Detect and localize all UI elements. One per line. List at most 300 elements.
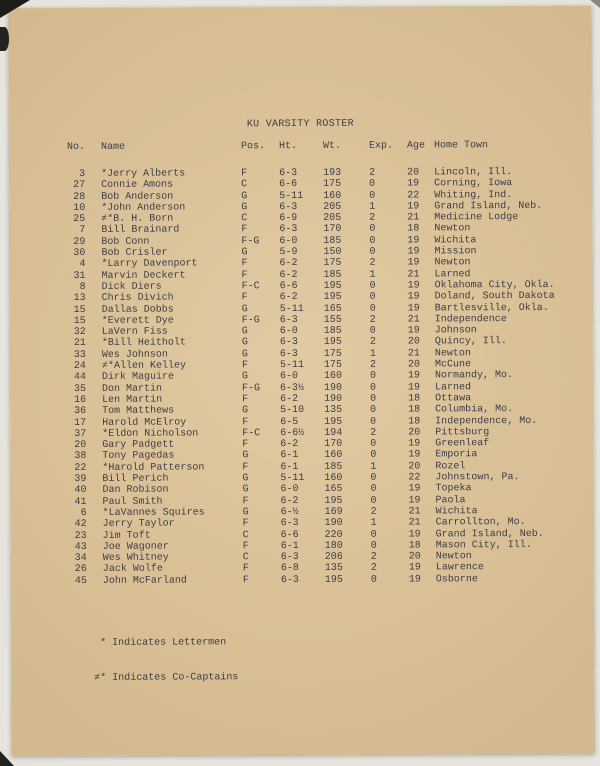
- roster-cell: G: [241, 303, 248, 315]
- roster-cell: Bartlesville, Okla.: [434, 302, 549, 314]
- roster-cell: 34: [74, 553, 87, 565]
- roster-cell: Paola: [435, 494, 466, 507]
- roster-cell: 195: [323, 292, 342, 304]
- roster-cell: 2: [369, 314, 376, 326]
- roster-cell: Lincoln, Ill.: [434, 167, 513, 179]
- roster-cell: 0: [369, 235, 376, 247]
- roster-cell: F-G: [241, 235, 260, 248]
- roster-cell: 195: [323, 337, 342, 349]
- roster-cell: C: [242, 529, 249, 541]
- roster-cell: Carrollton, Mo.: [435, 517, 526, 529]
- roster-cell: Bill Perich: [102, 473, 169, 485]
- roster-cell: Grand Island, Neb.: [434, 200, 543, 213]
- roster-cell: Newton: [434, 223, 471, 235]
- roster-cell: 24: [73, 360, 86, 373]
- roster-cell: 5-11: [279, 190, 304, 202]
- roster-cell: Bill Brainard: [101, 225, 180, 237]
- roster-cell: Dan Robison: [102, 484, 169, 497]
- roster-cell: 6-0: [279, 371, 299, 383]
- roster-cell: 5-10: [280, 405, 305, 417]
- roster-cell: F: [242, 461, 249, 473]
- roster-cell: Ottawa: [435, 393, 472, 405]
- roster-cell: 150: [323, 246, 342, 258]
- roster-cell: 6: [80, 507, 87, 519]
- roster-cell: 0: [370, 529, 377, 541]
- roster-cell: 1: [369, 348, 376, 360]
- roster-cell: 180: [324, 540, 343, 552]
- roster-cell: 0: [370, 495, 377, 507]
- roster-cell: McCune: [434, 359, 471, 371]
- roster-cell: 36: [74, 406, 87, 418]
- roster-cell: 8: [79, 281, 86, 293]
- roster-cell: Bob Conn: [101, 236, 150, 248]
- roster-cell: 220: [324, 529, 343, 541]
- roster-cell: F: [242, 416, 249, 428]
- roster-cell: 19: [407, 246, 420, 258]
- roster-cell: 160: [323, 190, 342, 202]
- roster-cell: Rozel: [435, 461, 466, 473]
- roster-cell: Johnstown, Pa.: [435, 472, 520, 484]
- roster-cell: G: [242, 484, 249, 496]
- roster-cell: Larned: [435, 381, 472, 394]
- roster-cell: Newton: [434, 348, 471, 360]
- roster-cell: 22: [74, 462, 87, 474]
- roster-cell: 2: [370, 551, 377, 563]
- roster-cell: 0: [369, 291, 376, 303]
- roster-cell: F-C: [242, 428, 261, 440]
- roster-cell: 41: [74, 496, 87, 508]
- roster-cell: ≠*B. H. Born: [101, 213, 174, 226]
- roster-cell: 21: [407, 348, 420, 360]
- roster-cell: 6-2: [279, 292, 298, 304]
- roster-cell: Newton: [435, 551, 472, 563]
- roster-cell: 0: [369, 280, 376, 292]
- roster-cell: 19: [408, 528, 421, 541]
- roster-cell: 0: [369, 303, 376, 315]
- roster-cell: 18: [408, 404, 421, 416]
- roster-cell: Doland, South Dakota: [434, 291, 555, 303]
- roster-cell: 6-9: [279, 213, 298, 225]
- roster-cell: Dirk Maguire: [101, 371, 175, 384]
- roster-cell: 6-3: [279, 168, 298, 180]
- roster-table: [63, 140, 571, 587]
- column-header: Wt.: [322, 140, 342, 152]
- roster-cell: Jim Toft: [102, 530, 151, 542]
- roster-cell: Grand Island, Neb.: [435, 528, 544, 540]
- roster-cell: *Eldon Nicholson: [102, 428, 199, 440]
- roster-cell: 27: [73, 180, 86, 192]
- roster-cell: 19: [407, 178, 420, 190]
- roster-cell: 19: [407, 303, 420, 315]
- roster-cell: 1: [370, 461, 377, 473]
- roster-cell: Independence: [434, 313, 507, 326]
- roster-cell: 0: [369, 246, 376, 258]
- roster-cell: 0: [369, 371, 377, 383]
- roster-cell: 5-11: [279, 360, 304, 372]
- roster-cell: 21: [407, 212, 420, 224]
- roster-cell: 194: [324, 427, 343, 439]
- roster-cell: 23: [74, 530, 87, 542]
- roster-cell: 19: [407, 325, 420, 337]
- roster-cell: C: [241, 213, 248, 225]
- roster-cell: F: [242, 495, 249, 507]
- roster-cell: 20: [74, 440, 87, 452]
- roster-cell: 22: [408, 472, 421, 484]
- roster-cell: Columbia, Mo.: [435, 404, 514, 416]
- roster-cell: Connie Amons: [101, 179, 174, 192]
- roster-cell: 19: [407, 235, 420, 247]
- roster-cell: Whiting, Ind.: [434, 189, 513, 202]
- roster-cell: 19: [407, 291, 420, 303]
- roster-cell: Jerry Taylor: [102, 518, 175, 531]
- roster-cell: 175: [323, 359, 342, 371]
- roster-cell: 0: [370, 483, 377, 496]
- roster-cell: 6-3: [280, 552, 299, 564]
- roster-cell: Wichita: [435, 506, 478, 518]
- roster-cell: 0: [370, 393, 377, 405]
- roster-cell: 165: [324, 484, 343, 496]
- roster-cell: 6-0: [280, 484, 299, 496]
- roster-cell: F: [241, 292, 248, 304]
- roster-cell: Len Martin: [102, 394, 163, 406]
- column-header: Exp.: [368, 140, 394, 152]
- roster-cell: 6-6: [279, 280, 298, 293]
- roster-cell: Oklahoma City, Okla.: [434, 279, 555, 292]
- roster-cell: 2: [369, 359, 376, 371]
- roster-cell: 0: [370, 472, 377, 484]
- roster-cell: 6-½: [280, 506, 299, 518]
- roster-cell: Wes Johnson: [101, 349, 168, 361]
- roster-cell: Medicine Lodge: [434, 212, 519, 224]
- roster-cell: 6-3: [280, 518, 299, 530]
- roster-cell: 6-2: [280, 495, 299, 507]
- roster-cell: 19: [408, 562, 421, 574]
- roster-cell: 19: [408, 382, 421, 394]
- roster-cell: 29: [73, 236, 86, 248]
- roster-cell: Pittsburg: [435, 427, 490, 439]
- roster-cell: 195: [324, 495, 343, 507]
- roster-cell: 2: [369, 337, 376, 349]
- footnote-lettermen: * Indicates Lettermen: [94, 637, 227, 649]
- roster-cell: 175: [323, 179, 342, 191]
- roster-cell: 39: [74, 473, 87, 486]
- column-header: Ht.: [278, 141, 298, 153]
- roster-cell: 160: [323, 371, 343, 383]
- roster-cell: Osborne: [435, 573, 478, 586]
- roster-cell: 20: [408, 461, 421, 473]
- roster-cell: Mason City, Ill.: [435, 539, 532, 552]
- roster-cell: 16: [74, 394, 87, 406]
- roster-cell: 5-11: [280, 473, 305, 485]
- roster-cell: 10: [73, 202, 86, 214]
- roster-cell: 3: [79, 168, 86, 180]
- roster-cell: 6-6½: [280, 427, 305, 439]
- roster-cell: 18: [408, 540, 421, 552]
- roster-cell: 20: [407, 359, 420, 371]
- roster-cell: 35: [73, 383, 87, 395]
- roster-cell: F: [242, 518, 249, 530]
- roster-cell: 15: [73, 315, 86, 327]
- roster-cell: 190: [324, 382, 343, 394]
- roster-cell: F-G: [242, 382, 261, 394]
- roster-cell: 21: [73, 338, 86, 350]
- roster-cell: 19: [407, 257, 420, 269]
- roster-cell: Larned: [434, 268, 471, 281]
- roster-cell: 160: [324, 450, 343, 462]
- roster-cell: 6-3: [280, 574, 299, 586]
- roster-cell: Newton: [434, 257, 471, 269]
- column-header: Pos.: [240, 141, 266, 153]
- roster-cell: 37: [74, 428, 87, 440]
- roster-cell: 5-9: [279, 247, 298, 259]
- roster-cell: 6-2: [280, 439, 299, 451]
- roster-cell: G: [241, 348, 248, 361]
- roster-cell: 0: [370, 416, 377, 428]
- roster-cell: 6-5: [280, 416, 299, 428]
- roster-cell: F: [241, 258, 248, 270]
- roster-cell: 0: [370, 450, 377, 462]
- roster-cell: 45: [74, 575, 87, 587]
- roster-cell: *Jerry Alberts: [101, 168, 186, 180]
- roster-cell: F: [241, 269, 248, 281]
- roster-cell: 0: [370, 540, 377, 552]
- roster-cell: 0: [369, 224, 376, 236]
- roster-cell: 31: [73, 270, 86, 282]
- roster-cell: 33: [73, 349, 86, 361]
- scan-corner-artifact-top-right: [590, 0, 600, 8]
- roster-cell: F: [242, 563, 249, 575]
- roster-cell: 2: [369, 258, 376, 270]
- roster-cell: 165: [323, 303, 342, 315]
- roster-cell: 0: [370, 574, 377, 586]
- roster-cell: Independence, Mo.: [435, 415, 538, 427]
- roster-cell: *John Anderson: [101, 202, 186, 214]
- roster-cell: 18: [408, 393, 421, 405]
- roster-cell: 2: [370, 563, 377, 575]
- roster-cell: 25: [73, 214, 86, 226]
- roster-cell: G: [241, 247, 248, 259]
- roster-cell: 0: [369, 178, 376, 190]
- roster-cell: 19: [407, 201, 420, 213]
- roster-cell: G: [241, 202, 248, 214]
- roster-cell: 21: [407, 314, 420, 326]
- roster-cell: 195: [324, 574, 343, 586]
- roster-cell: 193: [323, 167, 342, 179]
- roster-cell: 1: [369, 201, 376, 213]
- roster-cell: Dallas Dobbs: [101, 304, 174, 316]
- roster-cell: 21: [408, 517, 421, 529]
- roster-cell: G: [241, 337, 248, 349]
- roster-cell: 1: [370, 517, 377, 529]
- roster-cell: 2: [369, 167, 376, 179]
- roster-cell: 135: [324, 405, 343, 417]
- roster-cell: 185: [323, 325, 342, 338]
- roster-cell: Chris Divich: [101, 292, 174, 305]
- roster-cell: John McFarland: [102, 575, 187, 587]
- roster-cell: Wichita: [434, 235, 477, 247]
- roster-cell: 0: [369, 190, 376, 202]
- roster-cell: 160: [324, 472, 343, 484]
- roster-cell: F-C: [241, 281, 260, 293]
- roster-cell: *LaVannes Squires: [102, 507, 205, 519]
- roster-cell: F: [242, 439, 249, 451]
- roster-cell: 38: [74, 451, 87, 463]
- roster-cell: 0: [370, 382, 377, 394]
- roster-cell: 40: [74, 485, 87, 497]
- roster-cell: Topeka: [435, 483, 472, 495]
- roster-row: [65, 574, 571, 588]
- roster-cell: 30: [73, 248, 86, 260]
- roster-cell: 175: [323, 348, 342, 360]
- roster-cell: 42: [74, 519, 87, 531]
- roster-cell: 26: [74, 564, 87, 576]
- roster-cell: 19: [408, 495, 421, 507]
- roster-cell: 44: [73, 372, 87, 384]
- roster-cell: G: [242, 473, 249, 485]
- roster-cell: C: [241, 179, 248, 191]
- roster-cell: 18: [407, 223, 420, 236]
- roster-cell: Tony Pagedas: [102, 450, 175, 463]
- roster-cell: G: [242, 507, 249, 519]
- roster-cell: 21: [407, 269, 420, 281]
- roster-cell: 205: [323, 213, 342, 225]
- roster-cell: 6-1: [280, 450, 299, 462]
- roster-cell: 20: [408, 427, 421, 439]
- roster-cell: 195: [323, 280, 342, 292]
- roster-cell: 155: [323, 314, 342, 326]
- roster-cell: Paul Smith: [102, 496, 163, 508]
- roster-cell: 195: [324, 416, 343, 428]
- roster-cell: 7: [79, 225, 86, 237]
- roster-cell: Don Martin: [102, 383, 163, 395]
- roster-cell: Dick Diers: [101, 281, 162, 293]
- roster-cell: 6-1: [280, 540, 299, 552]
- roster-header-row: [63, 140, 569, 169]
- roster-cell: *Larry Davenport: [101, 258, 198, 271]
- roster-cell: G: [241, 371, 249, 383]
- roster-cell: 22: [407, 190, 420, 202]
- roster-cell: 6-6: [280, 529, 299, 541]
- roster-cell: 17: [74, 417, 87, 429]
- roster-cell: 2: [369, 212, 376, 224]
- roster-cell: 2: [370, 427, 377, 439]
- roster-cell: Bob Anderson: [101, 191, 174, 203]
- roster-cell: 185: [323, 269, 342, 281]
- roster-cell: F: [241, 360, 248, 372]
- roster-table-head: [63, 140, 569, 169]
- roster-cell: 1: [369, 269, 376, 281]
- roster-cell: Wes Whitney: [102, 552, 169, 564]
- roster-cell: Lawrence: [435, 562, 484, 574]
- roster-cell: 170: [323, 224, 342, 236]
- roster-cell: *Bill Heitholt: [101, 337, 186, 350]
- roster-cell: ≠*Allen Kelley: [101, 360, 186, 372]
- roster-cell: Jack Wolfe: [102, 563, 163, 576]
- roster-cell: 18: [408, 416, 421, 428]
- roster-cell: 0: [369, 325, 376, 337]
- roster-cell: C: [242, 552, 249, 564]
- roster-cell: 6-2: [279, 269, 298, 281]
- roster-cell: G: [242, 450, 249, 462]
- roster-cell: G: [241, 190, 248, 202]
- roster-cell: 0: [370, 404, 377, 416]
- roster-cell: 6-2: [280, 393, 299, 406]
- column-header: Name: [100, 141, 126, 153]
- roster-page: [8, 6, 594, 757]
- roster-cell: G: [242, 405, 249, 417]
- roster-cell: 28: [73, 191, 86, 203]
- roster-cell: Johnson: [434, 325, 477, 337]
- page-title: KU VARSITY ROSTER: [246, 118, 354, 131]
- roster-cell: 19: [408, 438, 421, 450]
- roster-cell: 6-3½: [280, 382, 305, 394]
- roster-cell: 19: [408, 483, 421, 495]
- roster-cell: 175: [323, 258, 342, 270]
- roster-cell: Joe Wagoner: [102, 541, 169, 553]
- roster-cell: Corning, Iowa: [434, 178, 513, 190]
- roster-cell: Bob Crisler: [101, 247, 168, 259]
- roster-cell: 19: [407, 280, 420, 292]
- roster-cell: 205: [323, 201, 342, 213]
- roster-cell: 19: [408, 574, 421, 586]
- roster-cell: LaVern Fiss: [101, 326, 168, 339]
- roster-cell: 0: [370, 438, 377, 450]
- roster-cell: 15: [73, 304, 86, 316]
- roster-cell: Harold McElroy: [102, 417, 187, 429]
- roster-cell: Gary Padgett: [102, 439, 175, 451]
- roster-cell: 6-3: [279, 201, 298, 213]
- roster-cell: 21: [408, 506, 421, 518]
- roster-cell: 6-3: [279, 348, 298, 360]
- roster-cell: 20: [407, 167, 420, 179]
- roster-cell: 6-0: [279, 326, 298, 338]
- column-header: Home Town: [433, 140, 489, 152]
- footnotes: [94, 614, 238, 707]
- roster-cell: F: [241, 168, 248, 180]
- roster-cell: F: [242, 541, 249, 553]
- roster-cell: 6-3: [279, 337, 298, 349]
- roster-cell: *Harold Patterson: [102, 462, 205, 474]
- roster-cell: F-G: [241, 315, 260, 327]
- column-header: Age: [406, 140, 426, 152]
- roster-cell: 190: [324, 393, 343, 405]
- roster-cell: G: [241, 326, 248, 338]
- roster-cell: 190: [324, 518, 343, 530]
- roster-cell: 6-6: [279, 179, 298, 191]
- roster-cell: Marvin Deckert: [101, 270, 186, 282]
- scan-edge-artifact-left: [0, 27, 9, 51]
- roster-cell: 169: [324, 506, 343, 518]
- roster-cell: 19: [407, 370, 421, 382]
- roster-cell: 6-8: [280, 563, 299, 575]
- roster-cell: 185: [323, 235, 342, 247]
- roster-cell: 6-1: [280, 461, 299, 473]
- roster-cell: 43: [74, 541, 87, 553]
- roster-cell: 6-3: [279, 314, 298, 326]
- roster-cell: Quincy, Ill.: [434, 336, 507, 348]
- roster-cell: 6-0: [279, 235, 298, 247]
- roster-cell: 206: [324, 551, 343, 563]
- roster-cell: 20: [408, 551, 421, 563]
- roster-cell: 20: [407, 336, 420, 348]
- roster-cell: 32: [73, 327, 86, 339]
- roster-cell: Mission: [434, 246, 477, 258]
- roster-cell: 2: [370, 506, 377, 518]
- roster-cell: 6-2: [279, 258, 298, 270]
- roster-cell: 5-11: [279, 303, 304, 315]
- roster-cell: 19: [408, 449, 421, 461]
- roster-cell: Tom Matthews: [102, 405, 175, 418]
